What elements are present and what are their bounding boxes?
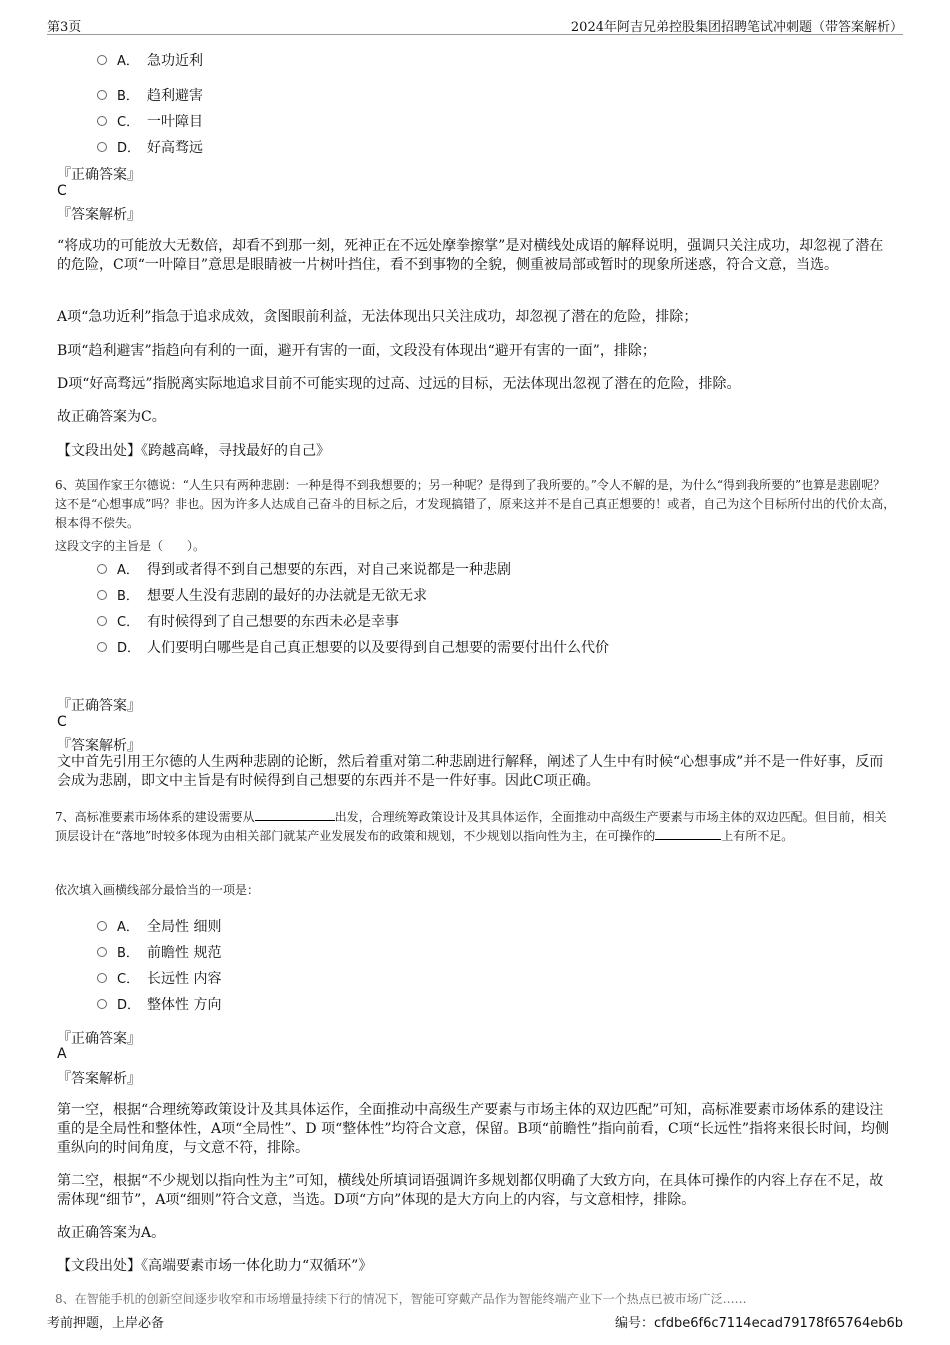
radio-icon[interactable] xyxy=(97,616,107,626)
footer-slogan: 考前押题，上岸必备 xyxy=(47,1316,165,1331)
q5-analysis-p5: 故正确答案为C。 xyxy=(57,409,166,425)
q5-analysis-p1: “将成功的可能放大无数倍，却看不到那一刻，死神正在不远处摩拳擦掌”是对横线处成语的解释说明，强调只关注成功，却忽视了潜在的危险，C项“一叶障目”意思是眼睛被一片树叶挡住，看不到事物的全貌，侧重被局部或暂时的现象所迷惑，符合文意，当选。 xyxy=(57,238,884,273)
q7-analysis-p1: 第一空，根据“合理统筹政策设计及其具体运作，全面推动中高级生产要素与市场主体的双边匹配”可知，高标准要素市场体系的建设注重的是全局性和整体性，A项“全局性”、D 项“整体性”均符合文意，保留。B项“前瞻性”指向前看，C项“长远性”指将来很长时间，均侧重纵向的时间角度，与文意不符，排除。 xyxy=(57,1102,890,1156)
page-header xyxy=(47,14,903,35)
q5-source: 【文段出处】《跨越高峰，寻找最好的自己》 xyxy=(57,443,330,459)
q6-option-a[interactable]: A． 得到或者得不到自己想要的东西，对自己来说都是一种悲剧 xyxy=(97,559,511,579)
fill-blank-2 xyxy=(655,827,721,840)
q7-analysis-p3: 故正确答案为A。 xyxy=(57,1225,166,1241)
document-title: 2024年阿吉兄弟控股集团招聘笔试冲刺题（带答案解析） xyxy=(570,20,903,35)
radio-icon[interactable] xyxy=(97,947,107,957)
q7-option-c[interactable]: C． 长远性 内容 xyxy=(97,968,221,988)
q7-option-d[interactable]: D． 整体性 方向 xyxy=(97,994,221,1014)
q7-option-a[interactable]: A． 全局性 细则 xyxy=(97,916,221,936)
q5-option-d[interactable]: D． 好高骛远 xyxy=(97,137,203,157)
q6-answer-label: 『正确答案』 xyxy=(57,698,141,714)
q7-analysis-label: 『答案解析』 xyxy=(57,1071,141,1087)
q6-answer: C xyxy=(57,714,67,730)
q5-option-a[interactable]: A． 急功近利 xyxy=(97,50,203,70)
radio-icon[interactable] xyxy=(97,973,107,983)
q7-answer: A xyxy=(57,1046,67,1062)
q5-option-c[interactable]: C． 一叶障目 xyxy=(97,111,203,131)
q5-analysis-p2: A项“急功近利”指急于追求成效，贪图眼前利益，无法体现出只关注成功，却忽视了潜在的危险，排除； xyxy=(57,309,698,325)
q5-analysis-p4: D项“好高骛远”指脱离实际地追求目前不可能实现的过高、过远的目标，无法体现出忽视了潜在的危险，排除。 xyxy=(57,376,741,392)
q6-question: 这段文字的主旨是（ ）。 xyxy=(55,539,206,553)
q6-stem: 6、英国作家王尔德说：“人生只有两种悲剧：一种是得不到我想要的；另一种呢？是得到了我所要的。”令人不解的是，为什么“得到我所要的”也算是悲剧呢？这不是“心想事成”吗？非也。因为许多人达成自己奋斗的目标之后，才发现搞错了，原来这并不是自己真正想要的！或者，自己为这个目标所付出的代价太高，根本得不偿失。 xyxy=(55,478,896,530)
document-code: 编号：cfdbe6f6c7114ecad79178f65764eb6b xyxy=(614,1316,903,1331)
fill-blank-1 xyxy=(255,808,335,821)
q6-analysis: 文中首先引用王尔德的人生两种悲剧的论断，然后着重对第二种悲剧进行解释，阐述了人生中有时候“心想事成”并不是一件好事，反而会成为悲剧，即文中主旨是有时候得到自己想要的东西并不是一件好事。因此C项正确。 xyxy=(57,754,884,789)
q7-answer-label: 『正确答案』 xyxy=(57,1031,141,1047)
q7-source: 【文段出处】《高端要素市场一体化助力“双循环”》 xyxy=(57,1258,373,1274)
radio-icon[interactable] xyxy=(97,90,107,100)
q6-option-b[interactable]: B． 想要人生没有悲剧的最好的办法就是无欲无求 xyxy=(97,585,427,605)
next-question-cut-off: 8、在智能手机的创新空间逐步收窄和市场增量持续下行的情况下，智能可穿戴产品作为智能终端产业下一个热点已被市场广泛…… xyxy=(55,1292,747,1306)
q7-question: 依次填入画横线部分最恰当的一项是： xyxy=(55,883,260,897)
q6-option-d[interactable]: D． 人们要明白哪些是自己真正想要的以及要得到自己想要的需要付出什么代价 xyxy=(97,637,609,657)
radio-icon[interactable] xyxy=(97,642,107,652)
radio-icon[interactable] xyxy=(97,55,107,65)
q5-analysis-label: 『答案解析』 xyxy=(57,207,141,223)
q6-analysis-label: 『答案解析』 xyxy=(57,738,141,754)
radio-icon[interactable] xyxy=(97,921,107,931)
q5-answer: C xyxy=(57,183,67,199)
page-number: 第3页 xyxy=(47,20,82,35)
q5-analysis-p3: B项“趋利避害”指趋向有利的一面，避开有害的一面，文段没有体现出“避开有害的一面”，排除； xyxy=(57,343,656,359)
radio-icon[interactable] xyxy=(97,116,107,126)
radio-icon[interactable] xyxy=(97,999,107,1009)
q5-answer-label: 『正确答案』 xyxy=(57,167,141,183)
q6-option-c[interactable]: C． 有时候得到了自己想要的东西未必是幸事 xyxy=(97,611,399,631)
radio-icon[interactable] xyxy=(97,564,107,574)
radio-icon[interactable] xyxy=(97,590,107,600)
radio-icon[interactable] xyxy=(97,142,107,152)
q7-stem: 7、高标准要素市场体系的建设需要从 出发，合理统筹政策设计及其具体运作，全面推动中高级生产要素与市场主体的双边匹配。但目前，相关顶层设计在“落地”时较多体现为由相关部门就某产业发展发布的政策和规划，不少规划以指向性为主，在可操作的 上有所不足。 xyxy=(55,810,887,843)
q7-option-b[interactable]: B． 前瞻性 规范 xyxy=(97,942,221,962)
q7-analysis-p2: 第二空，根据“不少规划以指向性为主”可知，横线处所填词语强调许多规划都仅明确了大致方向，在具体可操作的内容上存在不足，故需体现“细节”，A项“细则”符合文意，当选。D项“方向”体现的是大方向上的内容，与文意相悖，排除。 xyxy=(57,1173,884,1208)
q5-option-b[interactable]: B． 趋利避害 xyxy=(97,85,203,105)
